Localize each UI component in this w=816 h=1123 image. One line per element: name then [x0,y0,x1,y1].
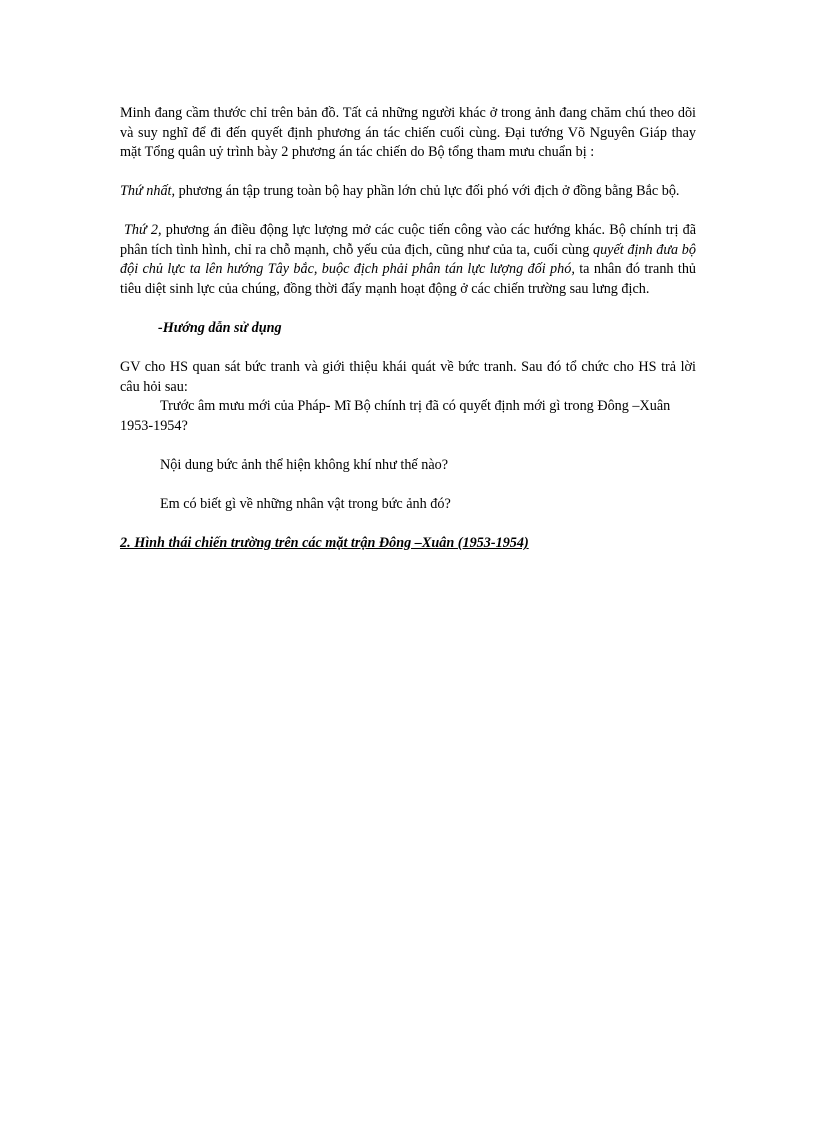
guide-heading: -Hướng dẫn sử dụng [158,320,282,336]
option-two-lead: Thứ 2, [124,222,162,238]
option-two-text: phương án điều động lực lượng mở các cuộc tiến công vào các hướng khác. Bộ chính trị đã phân tích tình hình, chỉ ra chỗ mạnh, chỗ yếu của địch, cũng như của ta, cuối cùng [120,222,696,258]
guide-question-1: Trước âm mưu mới của Pháp- Mĩ Bộ chính trị đã có quyết định mới gì trong Đông –Xuân 1953-1954? [120,398,671,434]
document-page [120,104,696,554]
paragraph-option-one [120,182,696,202]
paragraph-intro: Minh đang cầm thước chỉ trên bản đồ. Tất cả những người khác ở trong ảnh đang chăm chú theo dõi và suy nghĩ để đi đến quyết định phương án tác chiến cuối cùng. Đại tướng Võ Nguyên Giáp thay mặt Tổng quân uỷ trình bày 2 phương án tác chiến do Bộ tổng tham mưu chuẩn bị : [120,105,696,160]
option-two-decision: quyết định đưa bộ đội chủ lực ta lên hướng Tây bắc, buộc địch phải phân tán lực lượng đối phó, [120,241,696,277]
option-one-text: phương án tập trung toàn bộ hay phần lớn chủ lực đối phó với địch ở đồng bằng Bắc bộ. [175,183,680,199]
option-one-lead: Thứ nhất, [120,183,176,199]
guide-question-2: Nội dung bức ảnh thể hiện không khí như thế nào? [160,456,449,473]
section-title: 2. Hình thái chiến trường trên các mặt trận Đông –Xuân (1953-1954) [120,535,529,551]
guide-question-3: Em có biết gì về những nhân vật trong bức ảnh đó? [160,495,451,512]
option-two-ending: ta nhân đó tranh thủ tiêu diệt sinh lực của chúng, đồng thời đẩy mạnh hoạt động ở các chiến trường sau lưng địch. [120,261,697,297]
guide-intro: GV cho HS quan sát bức tranh và giới thiệu khái quát về bức tranh. Sau đó tổ chức cho HS trả lời câu hỏi sau: [120,359,696,395]
paragraph-option-two [120,221,696,299]
